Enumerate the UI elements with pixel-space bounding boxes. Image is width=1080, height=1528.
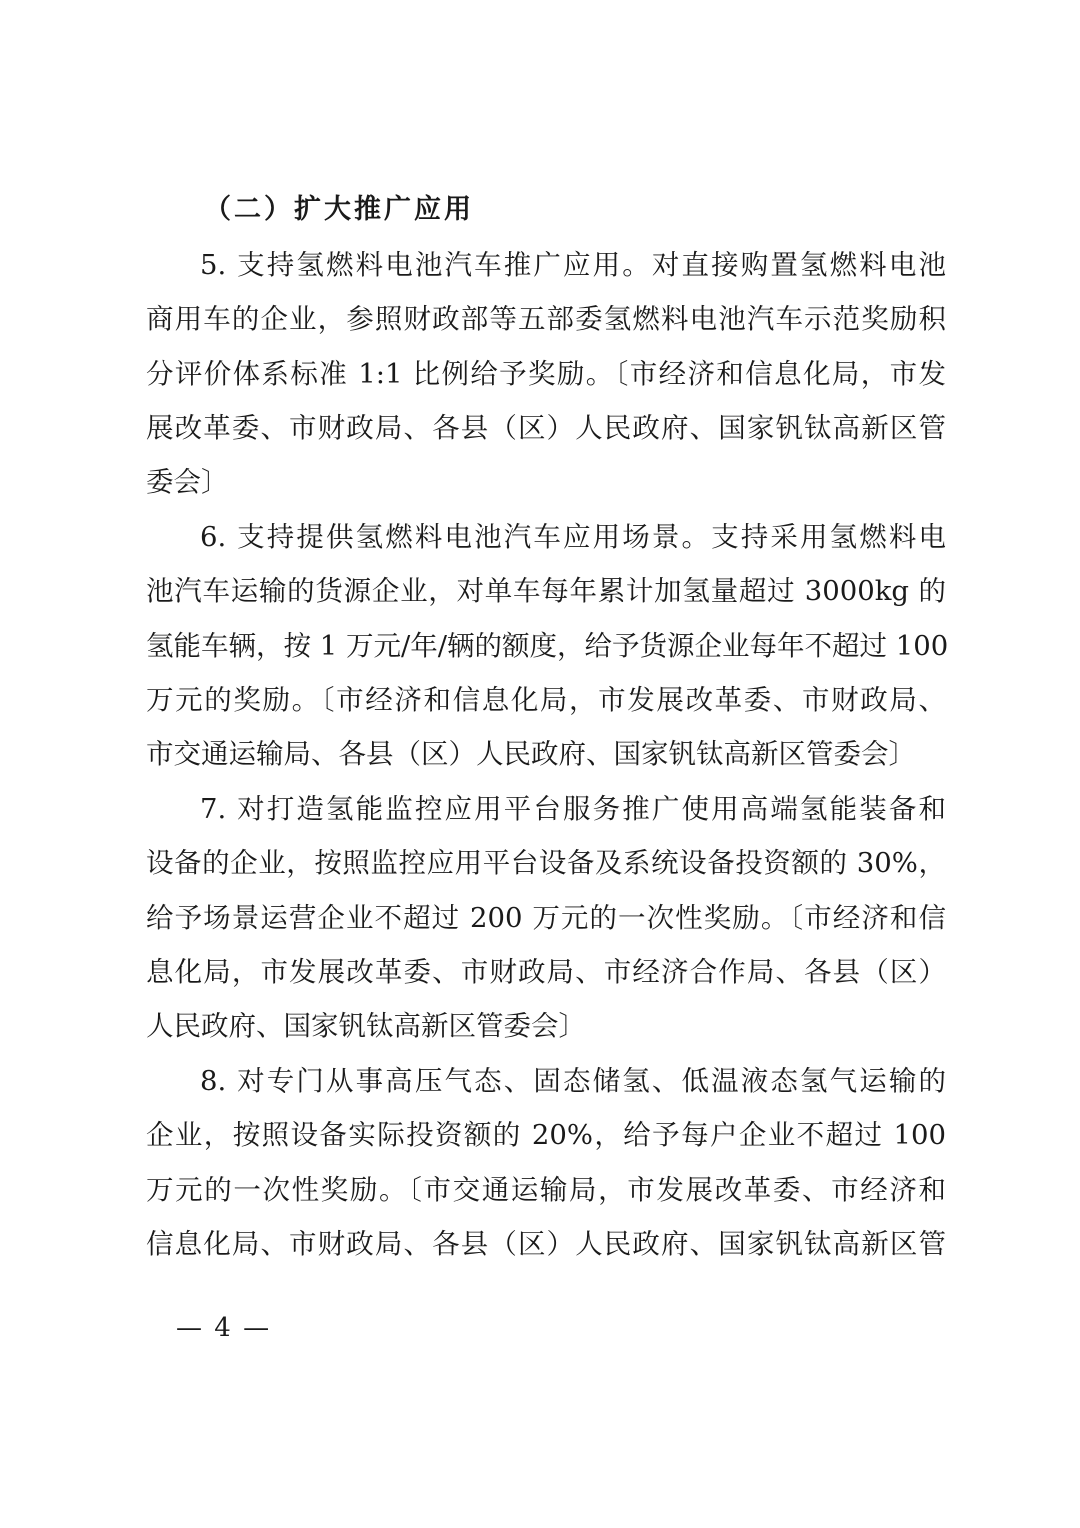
paragraph-line: 企业，按照设备实际投资额的 20%，给予每户企业不超过 100 bbox=[146, 1119, 946, 1151]
paragraph-line: 人民政府、国家钒钛高新区管委会〕 bbox=[146, 1010, 586, 1042]
paragraph-line: 市交通运输局、各县（区）人民政府、国家钒钛高新区管委会〕 bbox=[146, 738, 916, 770]
page-number: — 4 — bbox=[176, 1313, 272, 1343]
paragraph-line: 给予场景运营企业不超过 200 万元的一次性奖励。〔市经济和信 bbox=[146, 902, 946, 934]
paragraph-line: 6. 支持提供氢燃料电池汽车应用场景。支持采用氢燃料电 bbox=[200, 521, 946, 553]
paragraph-line: 池汽车运输的货源企业，对单车每年累计加氢量超过 3000kg 的 bbox=[146, 575, 946, 607]
paragraph-line: 7. 对打造氢能监控应用平台服务推广使用高端氢能装备和 bbox=[200, 793, 946, 825]
paragraph-line: 8. 对专门从事高压气态、固态储氢、低温液态氢气运输的 bbox=[200, 1065, 946, 1097]
paragraph-line: 5. 支持氢燃料电池汽车推广应用。对直接购置氢燃料电池 bbox=[200, 249, 946, 281]
paragraph-line: 氢能车辆，按 1 万元/年/辆的额度，给予货源企业每年不超过 100 bbox=[146, 630, 949, 662]
section-heading: （二）扩大推广应用 bbox=[204, 194, 474, 225]
paragraph-line: 万元的一次性奖励。〔市交通运输局，市发展改革委、市经济和 bbox=[146, 1174, 946, 1206]
paragraph-line: 展改革委、市财政局、各县（区）人民政府、国家钒钛高新区管 bbox=[146, 412, 946, 444]
paragraph-line: 商用车的企业，参照财政部等五部委氢燃料电池汽车示范奖励积 bbox=[146, 303, 946, 335]
paragraph-line: 分评价体系标准 1:1 比例给予奖励。〔市经济和信息化局，市发 bbox=[146, 358, 946, 390]
paragraph-line: 息化局，市发展改革委、市财政局、市经济合作局、各县（区） bbox=[146, 956, 946, 988]
paragraph-line: 委会〕 bbox=[146, 466, 229, 498]
paragraph-line: 信息化局、市财政局、各县（区）人民政府、国家钒钛高新区管 bbox=[146, 1228, 946, 1260]
paragraph-line: 设备的企业，按照监控应用平台设备及系统设备投资额的 30%， bbox=[146, 847, 946, 879]
paragraph-line: 万元的奖励。〔市经济和信息化局，市发展改革委、市财政局、 bbox=[146, 684, 946, 716]
